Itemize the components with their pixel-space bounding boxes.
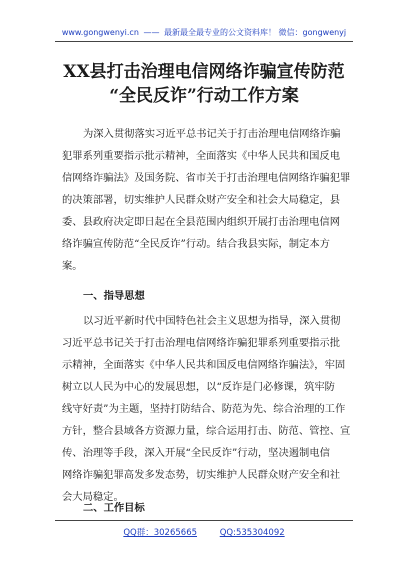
guiding-ideology-paragraph (62, 310, 350, 508)
document-title-line-2: “全民反诈”行动工作方案 (109, 86, 299, 106)
header-slogan: 最新最全最专业的公文资料库！ (163, 28, 276, 37)
text-line: 信网络诈骗法》及国务院、省市关于打击治理电信网络诈骗犯罪 (62, 172, 350, 184)
text-line: 犯罪系列重要指示批示精神，全面落实《中华人民共和国反电 (62, 150, 341, 162)
text-line: 树立以人民为中心的发展思想，以“反诈是门必修课，筑牢防 (62, 381, 335, 393)
text-line: 络诈骗宣传防范“全民反诈”行动。结合我县实际，制定本方 (62, 238, 330, 250)
footer-divider (55, 520, 353, 521)
text-line: 方针，整合县域各方资源力量，综合运用打击、防范、管控、宣 (62, 425, 350, 437)
text-line: 以习近平新时代中国特色社会主义思想为指导，深入贯彻 (83, 315, 341, 327)
section-heading-guiding-ideology: 一、指导思想 (83, 290, 145, 302)
document-title-line-1: XX县打击治理电信网络诈骗宣传防范 (63, 62, 345, 82)
section-heading-work-goals: 二、工作目标 (83, 502, 145, 514)
site-link[interactable]: www.gongwenyi.cn (61, 28, 139, 37)
text-line: 传、治理等手段，深入开展“全民反诈”行动，坚决遏制电信 (62, 447, 330, 459)
intro-paragraph (62, 123, 350, 277)
qq-group-link[interactable]: QQ群：30265665 (123, 528, 198, 538)
text-line: 习近平总书记关于打击治理电信网络诈骗犯罪系列重要指示批 (62, 337, 341, 349)
text-line: 网络诈骗犯罪高发多发态势，切实维护人民群众财产安全和社 (62, 469, 341, 481)
text-line: 示精神，全面落实《中华人民共和国反电信网络诈骗法》，牢固 (62, 359, 346, 371)
qq-contact-link[interactable]: QQ:535304092 (219, 528, 285, 538)
page-header (0, 27, 408, 38)
separator: —— (143, 28, 160, 37)
text-line: 委、县政府决定即日起在全县范围内组织开展打击治理电信网 (62, 216, 341, 228)
text-line: 的决策部署，切实维护人民群众财产安全和社会大局稳定，县 (62, 194, 341, 206)
text-line: 会大局稳定。 (62, 491, 124, 503)
page-footer (0, 526, 408, 538)
header-divider (55, 41, 353, 42)
text-line: 为深入贯彻落实习近平总书记关于打击治理电信网络诈骗 (83, 128, 341, 140)
text-line: 线守好责”为主题，坚持打防结合、防范为先、综合治理的工作 (62, 403, 346, 415)
wechat-contact: 微信：gongwenyj (278, 28, 347, 37)
text-line: 案。 (62, 260, 83, 272)
